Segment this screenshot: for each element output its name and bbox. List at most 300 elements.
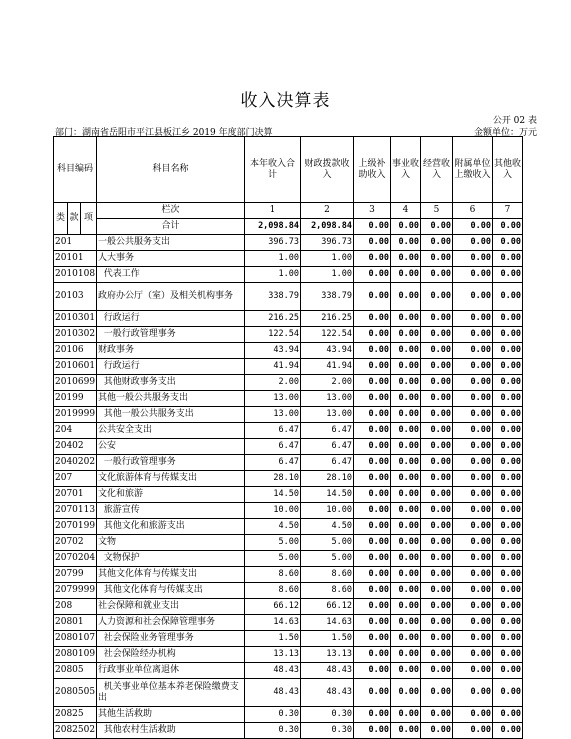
header-business: 事业收入 xyxy=(391,137,421,203)
row-value: 0.00 xyxy=(421,679,453,707)
row-value: 8.60 xyxy=(245,583,301,599)
row-value: 0.00 xyxy=(391,407,421,423)
row-value: 0.00 xyxy=(493,423,523,439)
total-cell: 0.00 xyxy=(421,219,453,235)
row-value: 0.00 xyxy=(354,663,391,679)
row-value: 0.00 xyxy=(493,551,523,567)
row-value: 13.00 xyxy=(301,391,354,407)
header-fiscal: 财政拨款收入 xyxy=(301,137,354,203)
row-value: 0.00 xyxy=(354,707,391,723)
row-code: 2070199 xyxy=(54,519,97,535)
row-code: 20103 xyxy=(54,283,97,311)
row-name: 其他一般公共服务支出 xyxy=(97,391,245,407)
row-value: 0.00 xyxy=(453,311,493,327)
row-value: 28.10 xyxy=(301,471,354,487)
page-title: 收入决算表 xyxy=(240,91,331,111)
row-value: 0.00 xyxy=(354,535,391,551)
row-value: 0.00 xyxy=(391,487,421,503)
row-value: 14.63 xyxy=(301,615,354,631)
row-code: 2070113 xyxy=(54,503,97,519)
row-name: 文物保护 xyxy=(97,551,245,567)
row-value: 0.00 xyxy=(421,583,453,599)
row-value: 0.00 xyxy=(421,423,453,439)
row-value: 0.00 xyxy=(493,343,523,359)
row-code: 20702 xyxy=(54,535,97,551)
row-value: 43.94 xyxy=(301,343,354,359)
row-value: 0.00 xyxy=(354,407,391,423)
row-value: 0.00 xyxy=(391,391,421,407)
row-value: 0.00 xyxy=(354,375,391,391)
row-value: 0.00 xyxy=(493,487,523,503)
table-row xyxy=(54,343,523,359)
row-value: 338.79 xyxy=(301,283,354,311)
row-value: 0.00 xyxy=(421,631,453,647)
table-row xyxy=(54,663,523,679)
row-value: 0.00 xyxy=(453,359,493,375)
table-row xyxy=(54,423,523,439)
row-name: 其他文化体育与传媒支出 xyxy=(97,567,245,583)
row-value: 0.00 xyxy=(391,567,421,583)
row-value: 0.00 xyxy=(391,551,421,567)
row-value: 0.00 xyxy=(421,343,453,359)
row-value: 0.00 xyxy=(453,503,493,519)
table-row xyxy=(54,283,523,311)
row-code: 20101 xyxy=(54,251,97,267)
row-code: 20106 xyxy=(54,343,97,359)
row-value: 0.00 xyxy=(421,311,453,327)
row-value: 0.00 xyxy=(493,235,523,251)
row-name: 旅游宣传 xyxy=(97,503,245,519)
header-name: 科目名称 xyxy=(97,137,245,203)
row-value: 0.00 xyxy=(421,723,453,739)
row-code: 2080109 xyxy=(54,647,97,663)
row-name: 其他生活救助 xyxy=(97,707,245,723)
row-value: 13.00 xyxy=(301,407,354,423)
row-name: 公安 xyxy=(97,439,245,455)
row-value: 0.00 xyxy=(391,583,421,599)
row-value: 0.00 xyxy=(421,283,453,311)
row-value: 0.00 xyxy=(421,503,453,519)
row-value: 0.00 xyxy=(354,519,391,535)
row-name: 财政事务 xyxy=(97,343,245,359)
row-value: 0.00 xyxy=(493,535,523,551)
row-code: 208 xyxy=(54,599,97,615)
row-value: 41.94 xyxy=(301,359,354,375)
table-row xyxy=(54,503,523,519)
row-code: 2070204 xyxy=(54,551,97,567)
row-name: 行政运行 xyxy=(97,311,245,327)
row-code: 2080107 xyxy=(54,631,97,647)
row-code: 2010108 xyxy=(54,267,97,283)
row-value: 0.00 xyxy=(391,311,421,327)
col-num: 1 xyxy=(245,203,301,219)
row-value: 0.00 xyxy=(391,235,421,251)
row-value: 0.00 xyxy=(493,647,523,663)
table-row xyxy=(54,723,523,739)
row-name: 政府办公厅（室）及相关机构事务 xyxy=(97,283,245,311)
header-kuan: 款 xyxy=(68,203,81,235)
row-value: 0.00 xyxy=(421,615,453,631)
row-value: 0.00 xyxy=(391,631,421,647)
row-code: 207 xyxy=(54,471,97,487)
row-code: 2079999 xyxy=(54,583,97,599)
table-row xyxy=(54,327,523,343)
total-cell: 0.00 xyxy=(493,219,523,235)
row-value: 10.00 xyxy=(245,503,301,519)
row-name: 文化和旅游 xyxy=(97,487,245,503)
row-value: 2.00 xyxy=(301,375,354,391)
row-value: 0.00 xyxy=(453,487,493,503)
row-value: 216.25 xyxy=(245,311,301,327)
row-value: 0.00 xyxy=(354,359,391,375)
header-row xyxy=(54,137,523,203)
row-value: 13.13 xyxy=(245,647,301,663)
row-value: 0.00 xyxy=(421,471,453,487)
table-row xyxy=(54,455,523,471)
row-value: 0.30 xyxy=(301,723,354,739)
row-value: 66.12 xyxy=(301,599,354,615)
row-value: 0.00 xyxy=(354,615,391,631)
row-value: 122.54 xyxy=(301,327,354,343)
total-row xyxy=(54,219,523,235)
col-num: 7 xyxy=(493,203,523,219)
row-code: 201 xyxy=(54,235,97,251)
row-value: 6.47 xyxy=(301,439,354,455)
row-value: 0.00 xyxy=(421,647,453,663)
header-lei: 类 xyxy=(54,203,68,235)
row-value: 0.00 xyxy=(421,251,453,267)
row-value: 0.00 xyxy=(354,503,391,519)
row-value: 0.00 xyxy=(354,631,391,647)
row-value: 0.00 xyxy=(354,343,391,359)
row-value: 0.00 xyxy=(391,707,421,723)
row-value: 0.00 xyxy=(493,407,523,423)
row-value: 0.00 xyxy=(453,567,493,583)
row-value: 0.00 xyxy=(453,723,493,739)
col-num: 2 xyxy=(301,203,354,219)
row-value: 0.00 xyxy=(421,391,453,407)
row-name: 社会保险经办机构 xyxy=(97,647,245,663)
row-code: 2082502 xyxy=(54,723,97,739)
column-number-row xyxy=(54,203,523,219)
row-value: 0.00 xyxy=(421,487,453,503)
row-value: 10.00 xyxy=(301,503,354,519)
row-value: 0.00 xyxy=(391,267,421,283)
table-row xyxy=(54,615,523,631)
table-row xyxy=(54,487,523,503)
row-value: 396.73 xyxy=(245,235,301,251)
table-row xyxy=(54,679,523,707)
row-value: 0.00 xyxy=(421,707,453,723)
row-code: 2040202 xyxy=(54,455,97,471)
row-value: 6.47 xyxy=(245,423,301,439)
row-value: 0.00 xyxy=(421,359,453,375)
row-value: 0.00 xyxy=(493,455,523,471)
row-value: 0.00 xyxy=(453,535,493,551)
row-value: 0.00 xyxy=(391,455,421,471)
row-value: 0.00 xyxy=(453,647,493,663)
row-value: 0.00 xyxy=(493,359,523,375)
row-value: 0.30 xyxy=(245,707,301,723)
row-value: 0.00 xyxy=(421,375,453,391)
row-value: 48.43 xyxy=(301,663,354,679)
row-name: 机关事业单位基本养老保险缴费支出 xyxy=(97,679,245,707)
row-name: 其他财政事务支出 xyxy=(97,375,245,391)
row-value: 0.00 xyxy=(391,519,421,535)
header-other: 其他收入 xyxy=(493,137,523,203)
row-value: 0.00 xyxy=(354,599,391,615)
row-value: 0.00 xyxy=(354,251,391,267)
row-value: 0.00 xyxy=(453,663,493,679)
row-name: 其他文化体育与传媒支出 xyxy=(97,583,245,599)
row-value: 0.00 xyxy=(453,283,493,311)
row-value: 0.00 xyxy=(354,647,391,663)
row-name: 其他文化和旅游支出 xyxy=(97,519,245,535)
row-code: 20801 xyxy=(54,615,97,631)
header-upper: 上级补助收入 xyxy=(354,137,391,203)
row-value: 8.60 xyxy=(301,583,354,599)
row-value: 0.00 xyxy=(354,423,391,439)
row-value: 41.94 xyxy=(245,359,301,375)
row-code: 20199 xyxy=(54,391,97,407)
row-value: 48.43 xyxy=(245,663,301,679)
header-subsidiary: 附属单位上缴收入 xyxy=(453,137,493,203)
table-row xyxy=(54,551,523,567)
row-value: 0.00 xyxy=(453,471,493,487)
total-cell: 2,098.84 xyxy=(245,219,301,235)
row-value: 0.00 xyxy=(391,251,421,267)
row-value: 0.00 xyxy=(493,391,523,407)
row-value: 0.00 xyxy=(453,327,493,343)
row-name: 一般行政管理事务 xyxy=(97,455,245,471)
row-name: 代表工作 xyxy=(97,267,245,283)
row-name: 文化旅游体育与传媒支出 xyxy=(97,471,245,487)
table-row xyxy=(54,631,523,647)
row-name: 社会保险业务管理事务 xyxy=(97,631,245,647)
row-value: 0.00 xyxy=(453,423,493,439)
row-code: 20805 xyxy=(54,663,97,679)
income-table xyxy=(53,136,523,739)
row-code: 2010302 xyxy=(54,327,97,343)
row-value: 0.00 xyxy=(493,599,523,615)
row-value: 0.00 xyxy=(453,375,493,391)
row-name: 行政运行 xyxy=(97,359,245,375)
row-code: 2010601 xyxy=(54,359,97,375)
row-value: 0.00 xyxy=(493,267,523,283)
row-value: 13.00 xyxy=(245,391,301,407)
row-value: 13.13 xyxy=(301,647,354,663)
row-name: 文物 xyxy=(97,535,245,551)
row-code: 2080505 xyxy=(54,679,97,707)
row-value: 0.00 xyxy=(453,251,493,267)
row-value: 1.00 xyxy=(245,267,301,283)
row-value: 0.00 xyxy=(453,267,493,283)
row-value: 1.00 xyxy=(301,251,354,267)
row-value: 28.10 xyxy=(245,471,301,487)
form-code: 公开 02 表 xyxy=(492,116,537,126)
total-cell: 0.00 xyxy=(453,219,493,235)
row-value: 0.00 xyxy=(354,583,391,599)
row-value: 0.00 xyxy=(354,311,391,327)
row-value: 0.00 xyxy=(453,631,493,647)
header-lanci: 栏次 xyxy=(97,203,245,219)
row-value: 0.00 xyxy=(354,567,391,583)
row-value: 0.00 xyxy=(354,487,391,503)
table-row xyxy=(54,583,523,599)
row-value: 13.00 xyxy=(245,407,301,423)
table-row xyxy=(54,375,523,391)
row-value: 0.00 xyxy=(453,615,493,631)
row-value: 0.00 xyxy=(493,567,523,583)
table-row xyxy=(54,567,523,583)
table-row xyxy=(54,599,523,615)
row-value: 0.00 xyxy=(391,535,421,551)
row-value: 0.00 xyxy=(453,343,493,359)
total-cell: 2,098.84 xyxy=(301,219,354,235)
row-value: 0.00 xyxy=(391,343,421,359)
table-row xyxy=(54,647,523,663)
row-value: 0.00 xyxy=(354,723,391,739)
table-row xyxy=(54,235,523,251)
row-value: 0.00 xyxy=(493,723,523,739)
row-value: 0.00 xyxy=(421,519,453,535)
row-value: 5.00 xyxy=(245,535,301,551)
row-value: 0.00 xyxy=(421,455,453,471)
row-value: 0.00 xyxy=(493,707,523,723)
row-value: 0.00 xyxy=(354,439,391,455)
row-value: 1.00 xyxy=(301,267,354,283)
row-value: 0.00 xyxy=(354,551,391,567)
row-value: 6.47 xyxy=(301,455,354,471)
row-value: 0.00 xyxy=(391,283,421,311)
row-value: 0.00 xyxy=(421,663,453,679)
row-value: 0.00 xyxy=(391,439,421,455)
row-value: 0.00 xyxy=(391,723,421,739)
row-value: 0.00 xyxy=(354,391,391,407)
row-value: 0.00 xyxy=(453,439,493,455)
row-value: 0.00 xyxy=(354,327,391,343)
row-value: 0.00 xyxy=(421,551,453,567)
row-value: 5.00 xyxy=(301,535,354,551)
row-value: 6.47 xyxy=(245,439,301,455)
row-code: 2010301 xyxy=(54,311,97,327)
row-value: 66.12 xyxy=(245,599,301,615)
row-value: 0.00 xyxy=(391,647,421,663)
row-value: 14.50 xyxy=(301,487,354,503)
department-label: 部门：湖南省岳阳市平江县板江乡 2019 年度部门决算 xyxy=(55,128,273,138)
row-value: 0.00 xyxy=(493,439,523,455)
row-value: 0.00 xyxy=(453,455,493,471)
table-row xyxy=(54,471,523,487)
row-value: 0.00 xyxy=(421,235,453,251)
row-value: 338.79 xyxy=(245,283,301,311)
row-value: 1.00 xyxy=(245,251,301,267)
row-value: 8.60 xyxy=(301,567,354,583)
row-value: 48.43 xyxy=(301,679,354,707)
col-num: 4 xyxy=(391,203,421,219)
total-cell: 0.00 xyxy=(391,219,421,235)
row-value: 0.00 xyxy=(493,283,523,311)
header-code: 科目编码 xyxy=(54,137,97,203)
row-value: 0.00 xyxy=(391,503,421,519)
row-value: 0.00 xyxy=(453,583,493,599)
table-row xyxy=(54,519,523,535)
row-value: 216.25 xyxy=(301,311,354,327)
row-value: 0.00 xyxy=(493,503,523,519)
row-name: 一般公共服务支出 xyxy=(97,235,245,251)
row-code: 2010699 xyxy=(54,375,97,391)
row-value: 0.00 xyxy=(354,455,391,471)
row-value: 396.73 xyxy=(301,235,354,251)
row-code: 20825 xyxy=(54,707,97,723)
row-value: 0.00 xyxy=(493,375,523,391)
row-value: 0.00 xyxy=(453,707,493,723)
row-value: 48.43 xyxy=(245,679,301,707)
row-value: 0.00 xyxy=(391,679,421,707)
row-value: 0.00 xyxy=(493,519,523,535)
row-code: 20701 xyxy=(54,487,97,503)
row-value: 0.00 xyxy=(453,235,493,251)
row-value: 0.00 xyxy=(453,551,493,567)
row-value: 5.00 xyxy=(245,551,301,567)
row-name: 人大事务 xyxy=(97,251,245,267)
row-name: 公共安全支出 xyxy=(97,423,245,439)
table-row xyxy=(54,391,523,407)
row-value: 0.30 xyxy=(245,723,301,739)
row-name: 人力资源和社会保障管理事务 xyxy=(97,615,245,631)
row-value: 6.47 xyxy=(301,423,354,439)
row-value: 0.00 xyxy=(493,663,523,679)
row-name: 行政事业单位离退休 xyxy=(97,663,245,679)
header-operating: 经营收入 xyxy=(421,137,453,203)
row-value: 0.00 xyxy=(354,471,391,487)
row-value: 0.00 xyxy=(391,359,421,375)
row-value: 0.00 xyxy=(354,283,391,311)
table-row xyxy=(54,359,523,375)
row-name: 其他农村生活救助 xyxy=(97,723,245,739)
row-name: 一般行政管理事务 xyxy=(97,327,245,343)
row-value: 4.50 xyxy=(301,519,354,535)
table-row xyxy=(54,267,523,283)
row-value: 0.00 xyxy=(453,391,493,407)
row-value: 0.00 xyxy=(421,327,453,343)
table-row xyxy=(54,251,523,267)
row-value: 0.00 xyxy=(354,267,391,283)
row-value: 0.00 xyxy=(493,615,523,631)
row-value: 14.50 xyxy=(245,487,301,503)
row-value: 0.00 xyxy=(354,679,391,707)
row-name: 社会保障和就业支出 xyxy=(97,599,245,615)
table-row xyxy=(54,439,523,455)
row-value: 0.00 xyxy=(421,267,453,283)
table-row xyxy=(54,535,523,551)
header-total: 本年收入合计 xyxy=(245,137,301,203)
total-cell: 0.00 xyxy=(354,219,391,235)
col-num: 6 xyxy=(453,203,493,219)
row-value: 0.00 xyxy=(493,311,523,327)
row-value: 0.00 xyxy=(391,599,421,615)
row-value: 1.50 xyxy=(301,631,354,647)
table-row xyxy=(54,311,523,327)
row-value: 8.60 xyxy=(245,567,301,583)
row-value: 0.30 xyxy=(301,707,354,723)
row-value: 2.00 xyxy=(245,375,301,391)
unit-label: 金额单位：万元 xyxy=(473,128,537,138)
row-value: 0.00 xyxy=(453,519,493,535)
row-value: 0.00 xyxy=(391,663,421,679)
table-row xyxy=(54,707,523,723)
row-value: 0.00 xyxy=(421,407,453,423)
